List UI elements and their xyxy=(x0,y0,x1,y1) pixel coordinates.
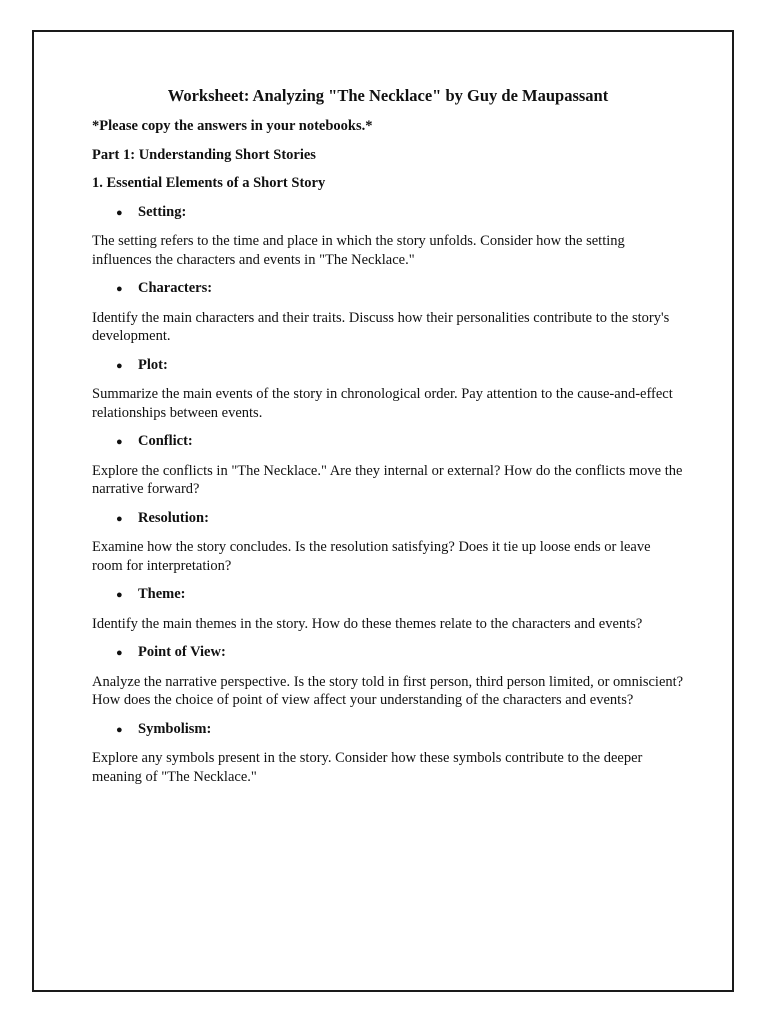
element-setting-heading xyxy=(92,203,684,223)
element-setting-text: The setting refers to the time and place in which the story unfolds. Consider how the setting influences the characters and events in "The Necklace." xyxy=(92,233,625,268)
element-label: Setting: xyxy=(138,203,187,220)
element-label: Symbolism: xyxy=(138,720,212,737)
element-resolution-text: Examine how the story concludes. Is the resolution satisfying? Does it tie up loose ends or leave room for interpretation? xyxy=(92,539,651,574)
part-heading: Part 1: Understanding Short Stories xyxy=(92,146,316,163)
bullet-icon: ● xyxy=(116,647,123,659)
element-conflict-text: Explore the conflicts in "The Necklace." Are they internal or external? How do the conflicts move the narrative forward? xyxy=(92,462,683,497)
bullet-icon: ● xyxy=(116,589,123,601)
instruction-note: *Please copy the answers in your notebooks.* xyxy=(92,118,373,134)
element-characters-text: Identify the main characters and their traits. Discuss how their personalities contribute to the story's development. xyxy=(92,309,670,344)
bullet-icon: ● xyxy=(116,512,123,525)
element-symbolism-text: Explore any symbols present in the story. Consider how these symbols contribute to the deeper meaning of "The Necklace." xyxy=(92,750,643,785)
bullet-icon: ● xyxy=(116,206,123,219)
section-heading: 1. Essential Elements of a Short Story xyxy=(92,175,326,191)
bullet-icon: ● xyxy=(116,723,123,736)
element-characters-heading xyxy=(92,279,684,299)
bullet-icon: ● xyxy=(116,283,123,295)
element-theme-text: Identify the main themes in the story. How do these themes relate to the characters and events? xyxy=(92,615,643,632)
element-label: Point of View: xyxy=(138,644,226,660)
bullet-icon: ● xyxy=(116,359,123,372)
element-plot-heading xyxy=(92,356,684,376)
element-conflict-heading xyxy=(92,432,684,452)
element-plot-text: Summarize the main events of the story in chronological order. Pay attention to the cause-and-effect relationships between events. xyxy=(92,386,673,421)
element-point-of-view-text: Analyze the narrative perspective. Is the story told in first person, third person limited, or omniscient? How does the choice of point of view affect your understanding of the characters and events? xyxy=(92,673,684,708)
bullet-icon: ● xyxy=(116,436,123,448)
element-point-of-view-heading xyxy=(92,643,684,663)
element-theme-heading xyxy=(92,585,684,605)
element-label: Resolution: xyxy=(138,509,209,526)
element-resolution-heading xyxy=(92,509,684,529)
element-label: Theme: xyxy=(138,586,186,602)
element-label: Characters: xyxy=(138,280,213,296)
element-symbolism-heading xyxy=(92,720,684,740)
worksheet-title: Worksheet: Analyzing "The Necklace" by Guy de Maupassant xyxy=(167,86,609,105)
worksheet-content xyxy=(92,86,684,796)
element-label: Conflict: xyxy=(138,433,193,449)
element-label: Plot: xyxy=(138,356,168,373)
